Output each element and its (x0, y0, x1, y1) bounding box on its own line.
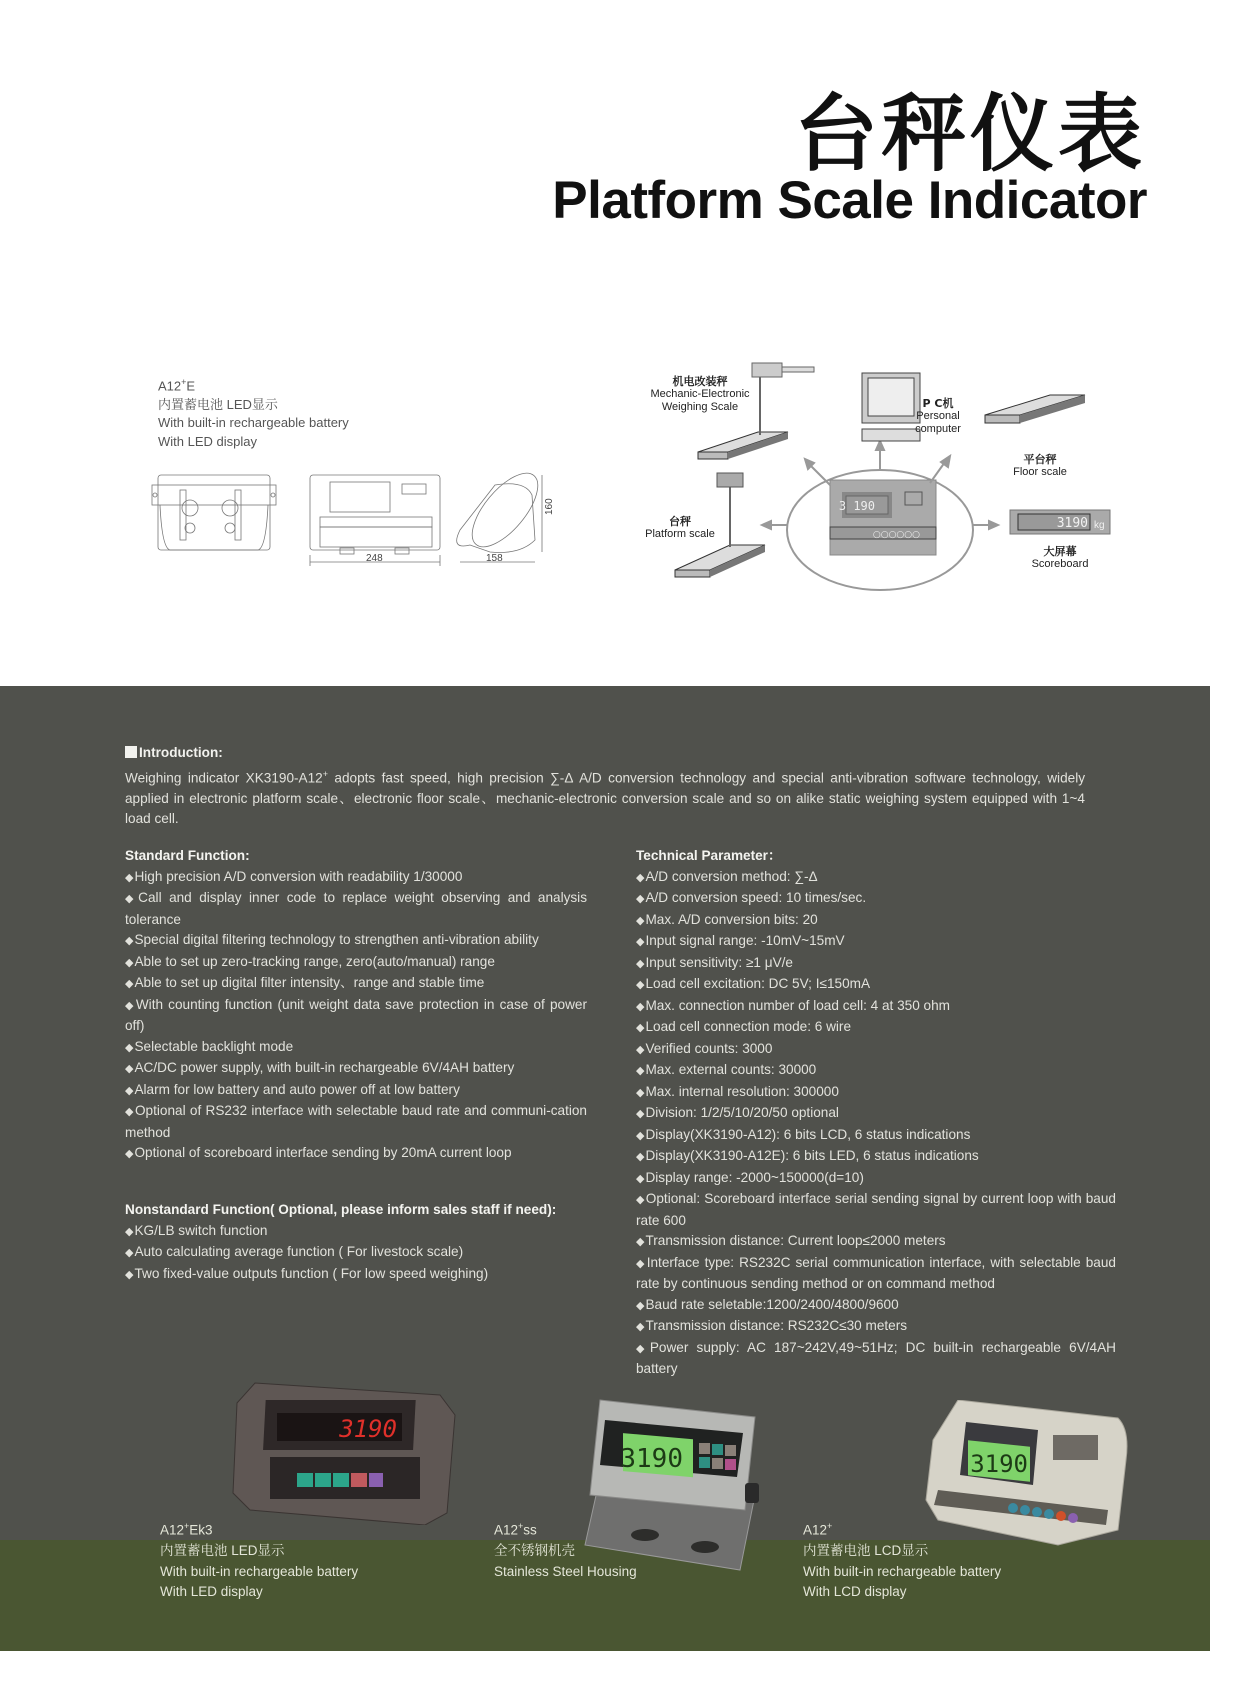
product-desc-1: With built-in rechargeable battery (160, 1563, 359, 1579)
list-item: ◆ Display(XK3190-A12): 6 bits LCD, 6 status indications (636, 1125, 1116, 1147)
list-item: ◆ Load cell connection mode: 6 wire (636, 1017, 1116, 1039)
product-caption-a12-ek3 (160, 1516, 358, 1603)
list-item: ◆ Optional of RS232 interface with selectable baud rate and communi-cation method (125, 1101, 587, 1143)
list-item: ◆ Division: 1/2/5/10/20/50 optional (636, 1103, 1116, 1125)
svg-text:kg: kg (1094, 520, 1105, 531)
list-item: ◆ Able to set up digital filter intensity、range and stable time (125, 973, 587, 995)
scoreboard-icon (1010, 510, 1110, 534)
model-name: A12+E (158, 377, 196, 394)
product-desc-cn: 内置蓄电池 LCD显示 (803, 1543, 929, 1558)
product-model: A12+ss (494, 1521, 537, 1538)
technical-parameter-heading: Technical Parameter： (636, 848, 782, 863)
list-item: ◆ Selectable backlight mode (125, 1037, 587, 1059)
list-item: ◆ High precision A/D conversion with readability 1/30000 (125, 867, 587, 889)
nonstandard-function-heading: Nonstandard Function( Optional, please inform sales staff if need): (125, 1202, 557, 1217)
list-item: ◆ Transmission distance: Current loop≤2000 meters (636, 1231, 1116, 1253)
list-item: ◆ With counting function (unit weight data save protection in case of power off) (125, 995, 587, 1037)
technical-drawings (150, 470, 570, 580)
list-item: ◆ Max. A/D conversion bits: 20 (636, 910, 1116, 932)
label-scoreboard: 大屏幕 Scoreboard (1031, 545, 1089, 570)
list-item: ◆ A/D conversion speed: 10 times/sec. (636, 888, 1116, 910)
svg-text:3190: 3190 (1056, 516, 1088, 531)
nonstandard-function-section (125, 1200, 645, 1285)
product-desc-2: With LED display (160, 1584, 263, 1599)
list-item: ◆ Two fixed-value outputs function ( For low speed weighing) (125, 1264, 645, 1286)
list-item: ◆ Display range: -2000~150000(d=10) (636, 1168, 1116, 1190)
side-view-drawing (457, 470, 555, 564)
list-item: ◆ Max. internal resolution: 300000 (636, 1082, 1116, 1104)
product-model: A12+Ek3 (160, 1521, 213, 1538)
svg-text:158: 158 (486, 553, 503, 564)
list-item: ◆ Max. external counts: 30000 (636, 1060, 1116, 1082)
product-image-a12-ek3 (225, 1375, 465, 1525)
technical-parameter-section (636, 846, 1116, 1380)
introduction-section (125, 743, 1085, 830)
model-desc-cn: 内置蓄电池 LED显示 (158, 396, 278, 412)
list-item: ◆ Special digital filtering technology to strengthen anti-vibration ability (125, 930, 587, 952)
svg-text:3190: 3190 (970, 1450, 1028, 1478)
svg-text:3190: 3190 (339, 1415, 397, 1443)
list-item: ◆ Load cell excitation: DC 5V; I≤150mA (636, 974, 1116, 996)
product-desc-cn: 内置蓄电池 LED显示 (160, 1543, 285, 1558)
introduction-text: Weighing indicator XK3190-A12+ adopts fast speed, high precision ∑-Δ A/D conversion technology and special anti-vibration software technology, widely applied in electronic platform scale、electronic floor scale、mechanic-electronic conversion scale and so on alike static weighing system equipped with 1~4 load cell. (125, 768, 1086, 827)
label-pc: P C机 Personal computer (915, 397, 961, 435)
list-item: ◆ Power supply: AC 187~242V,49~51Hz; DC built-in rechargeable 6V/4AH battery (636, 1338, 1116, 1380)
product-caption-a12-plus (803, 1516, 1001, 1603)
svg-text:3 190: 3 190 (838, 499, 875, 513)
back-view-drawing (152, 475, 276, 550)
front-view-drawing (310, 475, 440, 566)
product-model: A12+ (803, 1521, 833, 1538)
system-connection-diagram (600, 355, 1160, 595)
product-desc-2: With LCD display (803, 1584, 907, 1599)
list-item: ◆ Optional: Scoreboard interface serial sending signal by current loop with baud rate 600 (636, 1189, 1116, 1231)
svg-text:3190: 3190 (620, 1444, 683, 1474)
product-caption-a12-ss (494, 1516, 637, 1582)
list-item: ◆ Input signal range: -10mV~15mV (636, 931, 1116, 953)
list-item: ◆ Optional of scoreboard interface sending by 20mA current loop (125, 1143, 587, 1165)
list-item: ◆ Display(XK3190-A12E): 6 bits LED, 6 status indications (636, 1146, 1116, 1168)
svg-text:160: 160 (544, 498, 555, 515)
svg-text:○○○○○○: ○○○○○○ (872, 530, 920, 540)
list-item: ◆ KG/LB switch function (125, 1221, 645, 1243)
label-mechanic-scale: 机电改装秤 Mechanic-Electronic Weighing Scale (650, 375, 750, 413)
list-item: ◆ A/D conversion method: ∑-Δ (636, 867, 1116, 889)
standard-function-heading: Standard Function: (125, 848, 250, 863)
floor-scale-icon (985, 395, 1085, 423)
introduction-heading: Introduction: (125, 743, 1085, 764)
product-desc-1: With built-in rechargeable battery (803, 1563, 1002, 1579)
top-model-caption (158, 373, 349, 451)
square-bullet-icon (125, 746, 137, 758)
list-item: ◆ Max. connection number of load cell: 4 at 350 ohm (636, 996, 1116, 1018)
product-desc-1: Stainless Steel Housing (494, 1563, 637, 1579)
list-item: ◆ Interface type: RS232C serial communication interface, with selectable baud rate by continuous sending method or on command method (636, 1253, 1116, 1295)
indicator-device-icon (830, 480, 936, 555)
model-desc-2: With LED display (158, 433, 257, 449)
label-floor-scale: 平台秤 Floor scale (1013, 453, 1067, 478)
list-item: ◆ Verified counts: 3000 (636, 1039, 1116, 1061)
list-item: ◆ Input sensitivity: ≥1 μV/e (636, 953, 1116, 975)
svg-text:248: 248 (366, 553, 383, 564)
model-desc-1: With built-in rechargeable battery (158, 415, 349, 431)
label-platform-scale: 台秤 Platform scale (645, 515, 715, 540)
page-title-chinese: 台秤仪表 (793, 85, 1146, 183)
list-item: ◆ Transmission distance: RS232C≤30 meters (636, 1316, 1116, 1338)
list-item: ◆ Auto calculating average function ( For livestock scale) (125, 1242, 645, 1264)
list-item: ◆ Baud rate seletable:1200/2400/4800/9600 (636, 1295, 1116, 1317)
page-title: Platform Scale Indicator (552, 171, 1147, 230)
product-desc-cn: 全不锈钢机壳 (494, 1543, 575, 1558)
list-item: ◆ Alarm for low battery and auto power off at low battery (125, 1080, 587, 1102)
list-item: ◆ Able to set up zero-tracking range, zero(auto/manual) range (125, 952, 587, 974)
standard-function-section (125, 846, 587, 1165)
list-item: ◆ Call and display inner code to replace weight observing and analysis tolerance (125, 888, 587, 930)
list-item: ◆ AC/DC power supply, with built-in rechargeable 6V/4AH battery (125, 1058, 587, 1080)
